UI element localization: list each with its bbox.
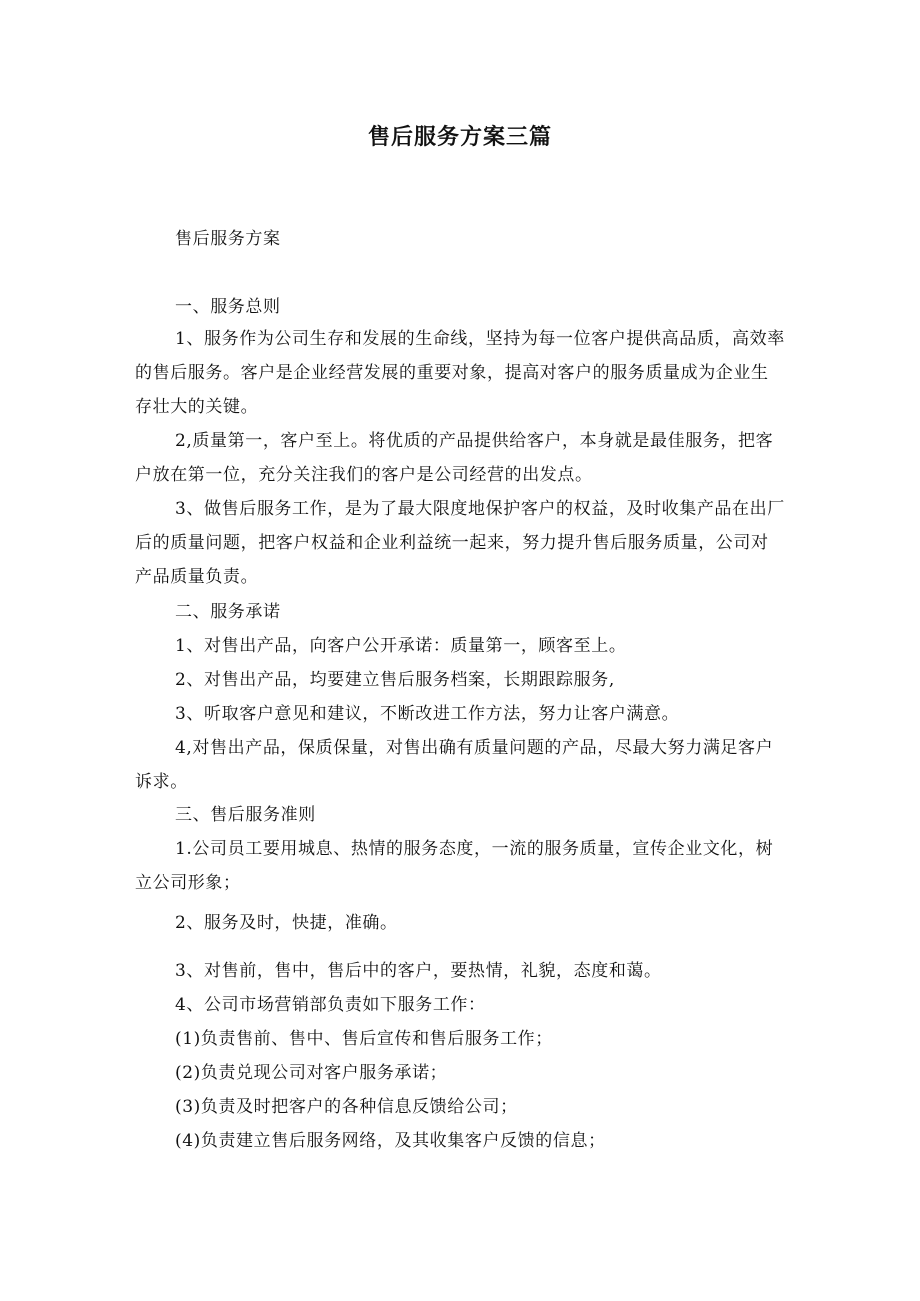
paragraph: 2,质量第一，客户至上。将优质的产品提供给客户，本身就是最佳服务，把客户放在第一位，充分关注我们的客户是公司经营的出发点。	[135, 431, 774, 485]
section-heading-3: 三、售后服务准则	[175, 805, 316, 825]
list-item: (2)负责兑现公司对客户服务承诺；	[175, 1063, 448, 1083]
document-subtitle: 售后服务方案	[175, 229, 281, 249]
section-heading-2: 二、服务承诺	[175, 602, 281, 622]
paragraph: 1、对售出产品，向客户公开承诺：质量第一，顾客至上。	[175, 636, 627, 656]
document-title: 售后服务方案三篇	[367, 125, 552, 150]
paragraph: 1.公司员工要用城息、热情的服务态度，一流的服务质量，宣传企业文化，树立公司形象；	[135, 839, 774, 893]
section-3-body	[135, 832, 785, 1158]
list-item: (1)负责售前、售中、售后宣传和售后服务工作；	[175, 1029, 553, 1049]
list-item: (4)负责建立售后服务网络，及其收集客户反馈的信息；	[175, 1131, 606, 1151]
section-2-body	[135, 629, 785, 799]
paragraph: 3、对售前，售中，售后中的客户，要热情，礼貌，态度和蔼。	[175, 961, 662, 981]
paragraph: 2、服务及时，快捷，准确。	[175, 913, 398, 933]
paragraph: 4,对售出产品，保质保量，对售出确有质量问题的产品，尽最大努力满足客户诉求。	[135, 738, 774, 792]
section-1-body	[135, 322, 785, 594]
paragraph: 2、对售出产品，均要建立售后服务档案，长期跟踪服务,	[175, 670, 615, 690]
section-heading-1: 一、服务总则	[175, 297, 281, 317]
paragraph: 3、做售后服务工作，是为了最大限度地保护客户的权益，及时收集产品在出厂后的质量问题，把客户权益和企业利益统一起来，努力提升售后服务质量，公司对产品质量负责。	[135, 499, 785, 587]
paragraph: 3、听取客户意见和建议，不断改进工作方法，努力让客户满意。	[175, 704, 680, 724]
paragraph: 1、服务作为公司生存和发展的生命线，坚持为每一位客户提供高品质，高效率的售后服务。客户是企业经营发展的重要对象，提高对客户的服务质量成为企业生存壮大的关键。	[135, 329, 785, 417]
paragraph: 4、公司市场营销部负责如下服务工作：	[175, 995, 486, 1015]
list-item: (3)负责及时把客户的各种信息反馈给公司；	[175, 1097, 518, 1117]
